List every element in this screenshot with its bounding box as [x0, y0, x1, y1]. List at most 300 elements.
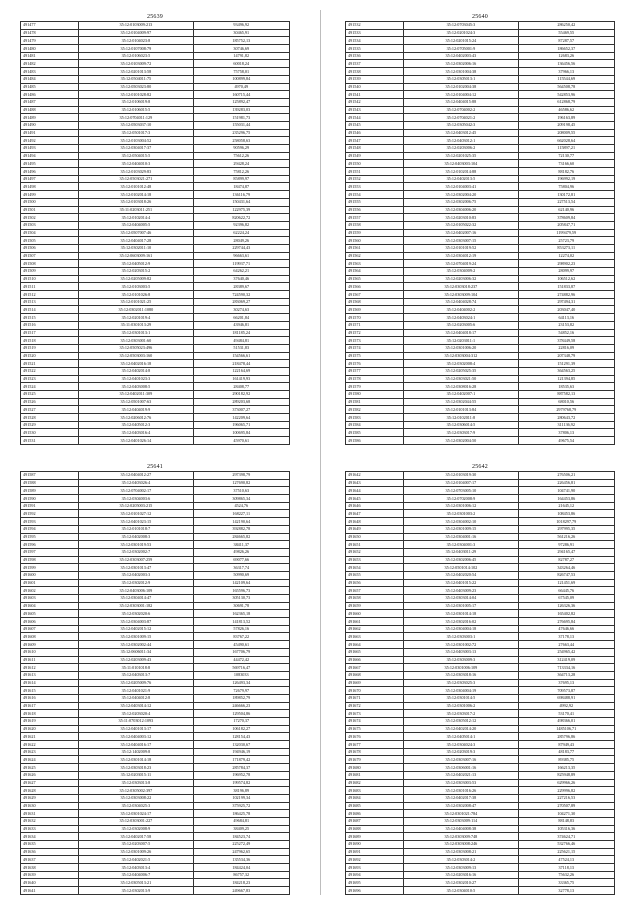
- cadastral-value-cell: 709573,87: [518, 687, 614, 695]
- cadastral-value-cell: 48183,77: [518, 748, 614, 756]
- cadastral-number-cell: 35:12:0704002:2: [404, 106, 518, 114]
- record-number-cell: 491485: [21, 83, 79, 91]
- cadastral-value-cell: 196952,78: [193, 771, 289, 779]
- cadastral-number-cell: 35:12:0301009:15: [79, 633, 193, 641]
- table-row: [21, 375, 290, 383]
- record-number-cell: 491513: [21, 298, 79, 306]
- cadastral-value-cell: 38411,37: [193, 541, 289, 549]
- cadastral-number-cell: 35:12:0403014:12: [79, 702, 193, 710]
- cadastral-value-cell: 22816,09: [518, 344, 614, 352]
- cadastral-value-cell: 100899,84: [193, 75, 289, 83]
- record-number-cell: 491657: [346, 587, 404, 595]
- record-number-cell: 491588: [21, 479, 79, 487]
- cadastral-number-cell: 35:12:0304004:18: [404, 625, 518, 633]
- cadastral-number-cell: 35:12:0102014:4: [79, 214, 193, 222]
- record-number-cell: 491639: [21, 871, 79, 879]
- cadastral-value-cell: 30465,91: [193, 29, 289, 37]
- table-row: [21, 268, 290, 276]
- cadastral-value-cell: 37118,13: [518, 864, 614, 872]
- record-number-cell: 491496: [21, 168, 79, 176]
- cadastral-number-cell: 35:12:0301009:26: [79, 848, 193, 856]
- record-number-cell: 491664: [346, 641, 404, 649]
- record-number-cell: 491587: [21, 472, 79, 480]
- cadastral-number-cell: 35:12:0102014:18: [79, 191, 193, 199]
- cadastral-number-cell: 35:12:0303018:16: [404, 671, 518, 679]
- cadastral-value-cell: 53170,41: [518, 710, 614, 718]
- record-number-cell: 491601: [21, 579, 79, 587]
- table-row: [346, 602, 615, 610]
- cadastral-number-cell: 35:12:0401023:15: [79, 518, 193, 526]
- table-row: [346, 398, 615, 406]
- cadastral-number-cell: 35:12:0301005:17: [404, 602, 518, 610]
- table-row: [346, 887, 615, 895]
- cadastral-value-cell: 96663,61: [193, 252, 289, 260]
- cadastral-number-cell: 35:12:0403003:104: [404, 160, 518, 168]
- table-row: [346, 52, 615, 60]
- cadastral-number-cell: 35:12:0303009:114: [404, 817, 518, 825]
- cadastral-value-cell: 209198,45: [518, 121, 614, 129]
- table-row: [346, 879, 615, 887]
- table-title: 25640: [472, 14, 488, 20]
- table-row: [346, 587, 615, 595]
- table-row: [21, 429, 290, 437]
- cadastral-number-cell: 35:12:0305013:21: [79, 879, 193, 887]
- cadastral-value-cell: 629966,26: [518, 779, 614, 787]
- cadastral-number-cell: 35:12:0402015:12: [79, 625, 193, 633]
- table-row: [346, 787, 615, 795]
- cadastral-value-cell: 276695,84: [518, 618, 614, 626]
- cadastral-value-cell: 254965,42: [518, 648, 614, 656]
- cadastral-number-cell: 35:12:0304024:3: [404, 741, 518, 749]
- record-number-cell: 491559: [346, 229, 404, 237]
- record-number-cell: 491505: [21, 237, 79, 245]
- cadastral-value-cell: 189852,79: [193, 694, 289, 702]
- table-row: [21, 679, 290, 687]
- cadastral-value-cell: 72679,97: [193, 687, 289, 695]
- cadastral-value-cell: 612868,79: [518, 98, 614, 106]
- cadastral-number-cell: 35:12:0402007:1: [404, 391, 518, 399]
- cadastral-value-cell: 853273,11: [518, 244, 614, 252]
- cadastral-number-cell: 35:12:0302006:75: [404, 198, 518, 206]
- cadastral-value-cell: 820622,72: [193, 214, 289, 222]
- cadastral-number-cell: 35:12:0301006:109: [404, 664, 518, 672]
- record-number-cell: 491652: [346, 548, 404, 556]
- cadastral-number-cell: 35:12:0503003:160: [79, 352, 193, 360]
- record-number-cell: 491662: [346, 625, 404, 633]
- table-row: [346, 548, 615, 556]
- cadastral-value-cell: 194946,19: [193, 748, 289, 756]
- cadastral-value-cell: 165596,73: [193, 587, 289, 595]
- record-number-cell: 491620: [21, 725, 79, 733]
- record-number-cell: 491521: [21, 360, 79, 368]
- record-number-cell: 491530: [21, 429, 79, 437]
- cadastral-value-cell: 30274,63: [193, 306, 289, 314]
- table-row: [346, 764, 615, 772]
- record-number-cell: 491666: [346, 656, 404, 664]
- table-row: [21, 864, 290, 872]
- cadastral-value-cell: 23153,82: [518, 321, 614, 329]
- cadastral-value-cell: 166213,35: [518, 764, 614, 772]
- table-row: [21, 198, 290, 206]
- table-row: [346, 114, 615, 122]
- cadastral-number-cell: 35:12:0303001:227: [79, 817, 193, 825]
- table-row: [346, 541, 615, 549]
- table-row: [346, 779, 615, 787]
- cadastral-value-cell: 75758,01: [193, 68, 289, 76]
- record-number-cell: 491683: [346, 787, 404, 795]
- record-number-cell: 491671: [346, 694, 404, 702]
- record-number-cell: 491685: [346, 802, 404, 810]
- cadastral-number-cell: 35:12:0101012:48: [79, 183, 193, 191]
- cadastral-number-cell: 35:12:0402007:16: [404, 229, 518, 237]
- cadastral-number-cell: 35:12:0104007:17: [404, 479, 518, 487]
- record-number-cell: 491617: [21, 702, 79, 710]
- cadastral-value-cell: 161419,93: [193, 375, 289, 383]
- table-row: [346, 748, 615, 756]
- cadastral-value-cell: 171879,42: [193, 756, 289, 764]
- cadastral-number-cell: 35:12:0302002:44: [79, 641, 193, 649]
- cadastral-value-cell: 289203,68: [193, 398, 289, 406]
- cadastral-number-cell: 35:12:0505023:496: [79, 344, 193, 352]
- cadastral-number-cell: 35:12:0103004:52: [79, 137, 193, 145]
- table-row: [21, 129, 290, 137]
- cadastral-number-cell: 35:12:0402021:13: [404, 771, 518, 779]
- cadastral-value-cell: 154566,61: [193, 352, 289, 360]
- cadastral-value-cell: 66445,76: [518, 587, 614, 595]
- table-row: [21, 794, 290, 802]
- cadastral-number-cell: 35:12:0303001:182: [79, 602, 193, 610]
- record-number-cell: 491677: [346, 741, 404, 749]
- cadastral-number-cell: 35:12:0402014:8: [79, 367, 193, 375]
- table-row: [21, 841, 290, 849]
- table-row: [21, 252, 290, 260]
- cadastral-number-cell: 35:12:0303017:9: [404, 429, 518, 437]
- cadastral-value-cell: 64113,16: [518, 314, 614, 322]
- cadastral-value-cell: 218478,44: [193, 360, 289, 368]
- table-row: [21, 283, 290, 291]
- record-number-cell: 491518: [21, 337, 79, 345]
- table-row: [21, 541, 290, 549]
- cadastral-value-cell: 132030,67: [193, 741, 289, 749]
- table-row: [21, 879, 290, 887]
- record-number-cell: 491695: [346, 879, 404, 887]
- table-row: [346, 83, 615, 91]
- cadastral-value-cell: 104271,30: [518, 810, 614, 818]
- cadastral-number-cell: 35:12:0302008:9: [79, 825, 193, 833]
- record-number-cell: 491642: [346, 472, 404, 480]
- cadastral-number-cell: 35:12:0304001:16: [404, 533, 518, 541]
- record-number-cell: 491596: [21, 541, 79, 549]
- cadastral-number-cell: 35:12:0303001:60: [79, 337, 193, 345]
- record-number-cell: 491684: [346, 794, 404, 802]
- table-row: [346, 175, 615, 183]
- cadastral-number-cell: 35:12:0203007:5: [79, 841, 193, 849]
- table-row: [21, 298, 290, 306]
- cadastral-number-cell: 35:12:0403009:23: [404, 587, 518, 595]
- cadastral-number-cell: 35:12:0301006:12: [404, 502, 518, 510]
- record-number-cell: 491516: [21, 321, 79, 329]
- cadastral-number-cell: 35:12:0203016:16: [404, 871, 518, 879]
- record-number-cell: 491678: [346, 748, 404, 756]
- record-number-cell: 491551: [346, 168, 404, 176]
- record-number-cell: 491583: [346, 414, 404, 422]
- cadastral-value-cell: 97286,91: [518, 541, 614, 549]
- table-row: [21, 502, 290, 510]
- record-number-cell: 491541: [346, 91, 404, 99]
- record-number-cell: 491577: [346, 367, 404, 375]
- record-number-cell: 491644: [346, 487, 404, 495]
- cadastral-value-cell: 66201,84: [193, 314, 289, 322]
- cadastral-value-cell: 106512,62: [518, 275, 614, 283]
- cadastral-number-cell: 35:12:0404018:17: [404, 329, 518, 337]
- table-row: [21, 718, 290, 726]
- cadastral-number-cell: 35:12:0403013:7: [79, 671, 193, 679]
- cadastral-number-cell: 35:12:0305013:1: [404, 75, 518, 83]
- table-row: [346, 221, 615, 229]
- cadastral-value-cell: 151291,39: [518, 360, 614, 368]
- cadastral-value-cell: 25723,79: [518, 237, 614, 245]
- cadastral-value-cell: 115544,69: [518, 75, 614, 83]
- table-row: [346, 810, 615, 818]
- record-number-cell: 491501: [21, 206, 79, 214]
- record-number-cell: 491689: [346, 833, 404, 841]
- cadastral-value-cell: 286250,42: [518, 22, 614, 30]
- record-number-cell: 491636: [21, 848, 79, 856]
- cadastral-number-cell: 35:12:0104003:41: [404, 183, 518, 191]
- table-row: [346, 702, 615, 710]
- cadastral-value-cell: 4524,76: [193, 502, 289, 510]
- table-row: [21, 533, 290, 541]
- cadastral-number-cell: 35:12:0103019:30: [404, 472, 518, 480]
- cadastral-number-cell: 35:11:0301013:29: [79, 321, 193, 329]
- cadastral-value-cell: 280643,72: [518, 414, 614, 422]
- record-number-cell: 491576: [346, 360, 404, 368]
- record-number-cell: 491574: [346, 344, 404, 352]
- data-table: [20, 471, 290, 895]
- cadastral-value-cell: 285784,37: [193, 764, 289, 772]
- record-number-cell: 491615: [21, 687, 79, 695]
- table-row: [346, 75, 615, 83]
- record-number-cell: 491550: [346, 160, 404, 168]
- cadastral-value-cell: 207348,79: [518, 352, 614, 360]
- table-row: [346, 771, 615, 779]
- cadastral-value-cell: 12274,02: [518, 252, 614, 260]
- table-row: [346, 610, 615, 618]
- record-number-cell: 491561: [346, 244, 404, 252]
- cadastral-number-cell: 35:12:0503037:10: [79, 121, 193, 129]
- table-row: [346, 237, 615, 245]
- record-number-cell: 491532: [346, 22, 404, 30]
- record-number-cell: 491668: [346, 671, 404, 679]
- cadastral-number-cell: 35:12:0404008:38: [404, 825, 518, 833]
- cadastral-value-cell: 57826,16: [193, 625, 289, 633]
- table-row: [346, 595, 615, 603]
- cadastral-number-cell: 35:12:0102011:8: [404, 414, 518, 422]
- cadastral-value-cell: 186652,37: [518, 45, 614, 53]
- record-number-cell: 491494: [21, 152, 79, 160]
- cadastral-number-cell: 35:12:0304003:87: [79, 618, 193, 626]
- cadastral-number-cell: 35:12:0704019:24: [404, 260, 518, 268]
- table-row: [21, 121, 290, 129]
- record-number-cell: 491519: [21, 344, 79, 352]
- table-row: [21, 618, 290, 626]
- table-row: [346, 68, 615, 76]
- record-number-cell: 491637: [21, 856, 79, 864]
- record-number-cell: 491482: [21, 60, 79, 68]
- cadastral-value-cell: 142109,64: [193, 579, 289, 587]
- cadastral-number-cell: 35:12:0106015:5: [79, 106, 193, 114]
- table-row: [21, 114, 290, 122]
- cadastral-number-cell: 35:12:0403024:1: [404, 314, 518, 322]
- cadastral-value-cell: 247962,65: [193, 848, 289, 856]
- record-number-cell: 491628: [21, 787, 79, 795]
- record-number-cell: 491499: [21, 191, 79, 199]
- record-number-cell: 491525: [21, 391, 79, 399]
- record-number-cell: 491606: [21, 618, 79, 626]
- record-number-cell: 491575: [346, 352, 404, 360]
- cadastral-number-cell: 35:12:0404015:88: [404, 98, 518, 106]
- cadastral-number-cell: 35:12:0301002:72: [404, 641, 518, 649]
- table-row: [21, 168, 290, 176]
- record-number-cell: 491514: [21, 306, 79, 314]
- table-row: [346, 291, 615, 299]
- record-number-cell: 491509: [21, 268, 79, 276]
- table-row: [21, 787, 290, 795]
- cadastral-value-cell: 569716,47: [193, 664, 289, 672]
- record-number-cell: 491653: [346, 556, 404, 564]
- cadastral-number-cell: 35:12:0504011:75: [79, 75, 193, 83]
- cadastral-value-cell: 309865,34: [193, 495, 289, 503]
- record-number-cell: 491603: [21, 595, 79, 603]
- table-row: [21, 244, 290, 252]
- record-number-cell: 491539: [346, 75, 404, 83]
- record-number-cell: 491558: [346, 221, 404, 229]
- cadastral-number-cell: 35:12:0301009:15: [404, 525, 518, 533]
- record-number-cell: 491480: [21, 45, 79, 53]
- record-number-cell: 491694: [346, 871, 404, 879]
- cadastral-number-cell: 35:12:0302020:6: [79, 610, 193, 618]
- cadastral-number-cell: 35:12:0403013:4: [79, 864, 193, 872]
- table-row: [21, 98, 290, 106]
- table-row: [346, 283, 615, 291]
- table-row: [21, 337, 290, 345]
- table-row: [346, 252, 615, 260]
- table-row: [346, 679, 615, 687]
- cadastral-value-cell: 72130,77: [518, 152, 614, 160]
- cadastral-value-cell: 62224,24: [193, 229, 289, 237]
- cadastral-number-cell: 35:12:0305002:397: [79, 787, 193, 795]
- cadastral-number-cell: 35:12:0205003:215: [79, 502, 193, 510]
- cadastral-value-cell: 168227,11: [193, 510, 289, 518]
- cadastral-value-cell: 276506,21: [518, 472, 614, 480]
- cadastral-value-cell: 75632,26: [518, 871, 614, 879]
- table-row: [346, 833, 615, 841]
- cadastral-value-cell: 50990,69: [193, 571, 289, 579]
- table-row: [21, 779, 290, 787]
- record-number-cell: 491658: [346, 595, 404, 603]
- cadastral-value-cell: 49675,54: [518, 437, 614, 445]
- cadastral-value-cell: 89385,75: [518, 756, 614, 764]
- cadastral-value-cell: 378609,84: [518, 214, 614, 222]
- cadastral-number-cell: 35:12:0404012:27: [79, 472, 193, 480]
- cadastral-value-cell: 284665,82: [193, 533, 289, 541]
- cadastral-value-cell: 127690,82: [193, 479, 289, 487]
- cadastral-number-cell: 35:12:0301013:1: [79, 329, 193, 337]
- cadastral-number-cell: 35:12:0101013:84: [404, 406, 518, 414]
- cadastral-value-cell: 155031,44: [193, 121, 289, 129]
- table-row: [346, 641, 615, 649]
- cadastral-value-cell: 46586,62: [518, 106, 614, 114]
- table-row: [21, 22, 290, 30]
- cadastral-value-cell: 564508,78: [518, 83, 614, 91]
- table-row: [21, 29, 290, 37]
- table-row: [346, 472, 615, 480]
- cadastral-value-cell: 229996,82: [518, 787, 614, 795]
- cadastral-number-cell: 35:12:0703045:3: [404, 22, 518, 30]
- cadastral-value-cell: 305130,73: [193, 595, 289, 603]
- record-number-cell: 491682: [346, 779, 404, 787]
- record-number-cell: 491488: [21, 106, 79, 114]
- record-number-cell: 491629: [21, 794, 79, 802]
- cadastral-number-cell: 35:12:0308016:28: [404, 383, 518, 391]
- record-number-cell: 491612: [21, 664, 79, 672]
- cadastral-value-cell: 92396,82: [193, 221, 289, 229]
- cadastral-number-cell: 35:12:0403011:29: [404, 548, 518, 556]
- cadastral-number-cell: 35:12:0302002:7: [79, 548, 193, 556]
- record-number-cell: 491670: [346, 687, 404, 695]
- cadastral-number-cell: 35:12:0404010:3: [79, 160, 193, 168]
- table-row: [346, 848, 615, 856]
- cadastral-value-cell: 75804,96: [518, 183, 614, 191]
- record-number-cell: 491522: [21, 367, 79, 375]
- table-block-3: [20, 463, 290, 895]
- cadastral-number-cell: 35:12:0403006:109: [79, 587, 193, 595]
- table-row: [346, 479, 615, 487]
- cadastral-number-cell: 35:12:0301014:18: [79, 756, 193, 764]
- cadastral-value-cell: 14791,82: [193, 52, 289, 60]
- cadastral-number-cell: 35:12:0404019:9: [79, 406, 193, 414]
- table-row: [346, 160, 615, 168]
- cadastral-number-cell: 35:12:0203006:32: [404, 275, 518, 283]
- record-number-cell: 491569: [346, 306, 404, 314]
- table-row: [21, 191, 290, 199]
- cadastral-value-cell: 165402,82: [518, 610, 614, 618]
- table-row: [21, 314, 290, 322]
- table-block-2: [345, 13, 615, 445]
- cadastral-number-cell: 35:12:0201019:4: [79, 314, 193, 322]
- cadastral-value-cell: 542853,96: [518, 91, 614, 99]
- table-row: [21, 206, 290, 214]
- record-number-cell: 491526: [21, 398, 79, 406]
- cadastral-value-cell: 27663,44: [518, 641, 614, 649]
- table-row: [346, 414, 615, 422]
- cadastral-number-cell: 35:12:0205009:82: [79, 275, 193, 283]
- cadastral-value-cell: 37695,13: [518, 679, 614, 687]
- table-row: [346, 625, 615, 633]
- table-row: [21, 479, 290, 487]
- table-row: [21, 183, 290, 191]
- record-number-cell: 491492: [21, 137, 79, 145]
- data-table: [20, 21, 290, 445]
- cadastral-value-cell: 364563,25: [518, 367, 614, 375]
- record-number-cell: 491568: [346, 298, 404, 306]
- table-row: [21, 694, 290, 702]
- table-row: [21, 91, 290, 99]
- cadastral-number-cell: 35:12:0404005:5: [79, 221, 193, 229]
- table-row: [21, 595, 290, 603]
- cadastral-value-cell: 122975,39: [193, 206, 289, 214]
- table-row: [21, 756, 290, 764]
